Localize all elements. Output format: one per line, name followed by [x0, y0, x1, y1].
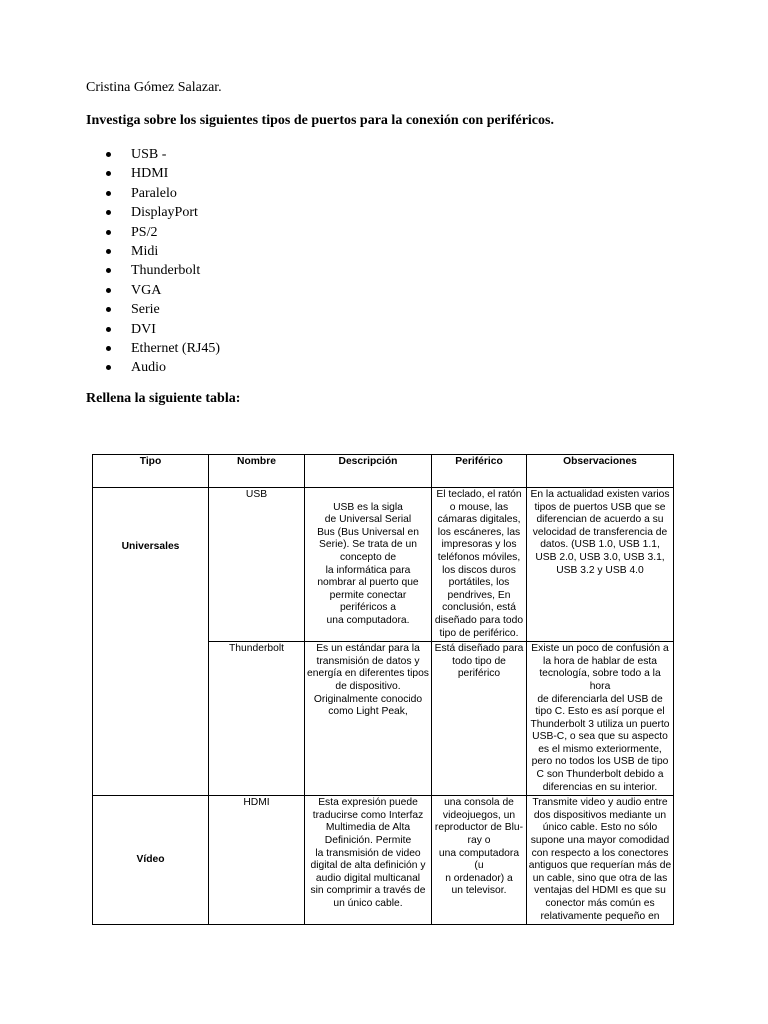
peripheral-cell: Está diseñado para todo tipo de periférico	[432, 642, 527, 796]
column-header-tipo: Tipo	[93, 455, 209, 488]
observations-cell: En la actualidad existen varios tipos de puertos USB que se diferencian de acuerdo a su velocidad de transferencia de datos. (USB 1.0, USB 1.1, USB 2.0, USB 3.0, USB 3.1, USB 3.2 y USB 4.0	[527, 488, 674, 642]
list-item: Paralelo	[86, 184, 220, 203]
bullet-icon	[106, 210, 111, 215]
bullet-icon	[106, 327, 111, 332]
task-heading-table: Rellena la siguiente tabla:	[86, 391, 241, 406]
bullet-icon	[106, 268, 111, 273]
list-item: Audio	[86, 358, 220, 377]
bullet-icon	[106, 249, 111, 254]
column-header-observaciones: Observaciones	[527, 455, 674, 488]
type-cell-video: Vídeo	[93, 796, 209, 925]
table-row	[93, 796, 674, 925]
list-item: PS/2	[86, 223, 220, 242]
list-item: DVI	[86, 320, 220, 339]
ports-list	[86, 145, 220, 378]
column-header-descripcion: Descripción	[305, 455, 432, 488]
ports-table	[92, 454, 674, 925]
type-cell-universales: Universales	[93, 488, 209, 796]
column-header-nombre: Nombre	[209, 455, 305, 488]
list-item: USB -	[86, 145, 220, 164]
name-cell: HDMI	[209, 796, 305, 925]
list-item: Ethernet (RJ45)	[86, 339, 220, 358]
bullet-icon	[106, 346, 111, 351]
task-heading-ports: Investiga sobre los siguientes tipos de puertos para la conexión con periféricos.	[86, 113, 554, 128]
observations-cell: Transmite video y audio entre dos dispositivos mediante un único cable. Esto no sólo supone una mayor comodidad con respecto a los conectores antiguos que requerían más de un cable, sino que otra de las ventajas del HDMI es que su conector más común es relativamente pequeño en	[527, 796, 674, 925]
column-header-periferico: Periférico	[432, 455, 527, 488]
bullet-icon	[106, 365, 111, 370]
description-cell: Es un estándar para la transmisión de datos y energía en diferentes tipos de dispositivo. Originalmente conocido como Light Peak,	[305, 642, 432, 796]
peripheral-cell: El teclado, el ratón o mouse, las cámaras digitales, los escáneres, las impresoras y los teléfonos móviles, los discos duros portátiles, los pendrives, En conclusión, está diseñado para todo tipo de periférico.	[432, 488, 527, 642]
bullet-icon	[106, 191, 111, 196]
list-item: Midi	[86, 242, 220, 261]
name-cell: USB	[209, 488, 305, 642]
bullet-icon	[106, 230, 111, 235]
name-cell: Thunderbolt	[209, 642, 305, 796]
list-item: Thunderbolt	[86, 261, 220, 280]
author-name: Cristina Gómez Salazar.	[86, 80, 222, 95]
list-item: VGA	[86, 281, 220, 300]
description-cell: USB es la sigla de Universal Serial Bus (Bus Universal en Serie). Se trata de un concepto de la informática para nombrar al puerto que permite conectar periféricos a una computadora.	[305, 488, 432, 642]
bullet-icon	[106, 171, 111, 176]
list-item: DisplayPort	[86, 203, 220, 222]
table-header-row	[93, 455, 674, 488]
list-item: HDMI	[86, 164, 220, 183]
bullet-icon	[106, 288, 111, 293]
list-item: Serie	[86, 300, 220, 319]
table-row	[93, 488, 674, 642]
description-cell: Esta expresión puede traducirse como Interfaz Multimedia de Alta Definición. Permite la transmisión de video digital de alta definición y audio digital multicanal sin comprimir a través de un único cable.	[305, 796, 432, 925]
peripheral-cell: una consola de videojuegos, un reproductor de Blu- ray o una computadora (u n ordenador) a un televisor.	[432, 796, 527, 925]
observations-cell: Existe un poco de confusión a la hora de hablar de esta tecnología, sobre todo a la hora de diferenciarla del USB de tipo C. Esto es así porque el Thunderbolt 3 utiliza un puerto USB-C, o sea que su aspecto es el mismo exteriormente, pero no todos los USB de tipo C son Thunderbolt debido a diferencias en su interior.	[527, 642, 674, 796]
bullet-icon	[106, 307, 111, 312]
bullet-icon	[106, 152, 111, 157]
